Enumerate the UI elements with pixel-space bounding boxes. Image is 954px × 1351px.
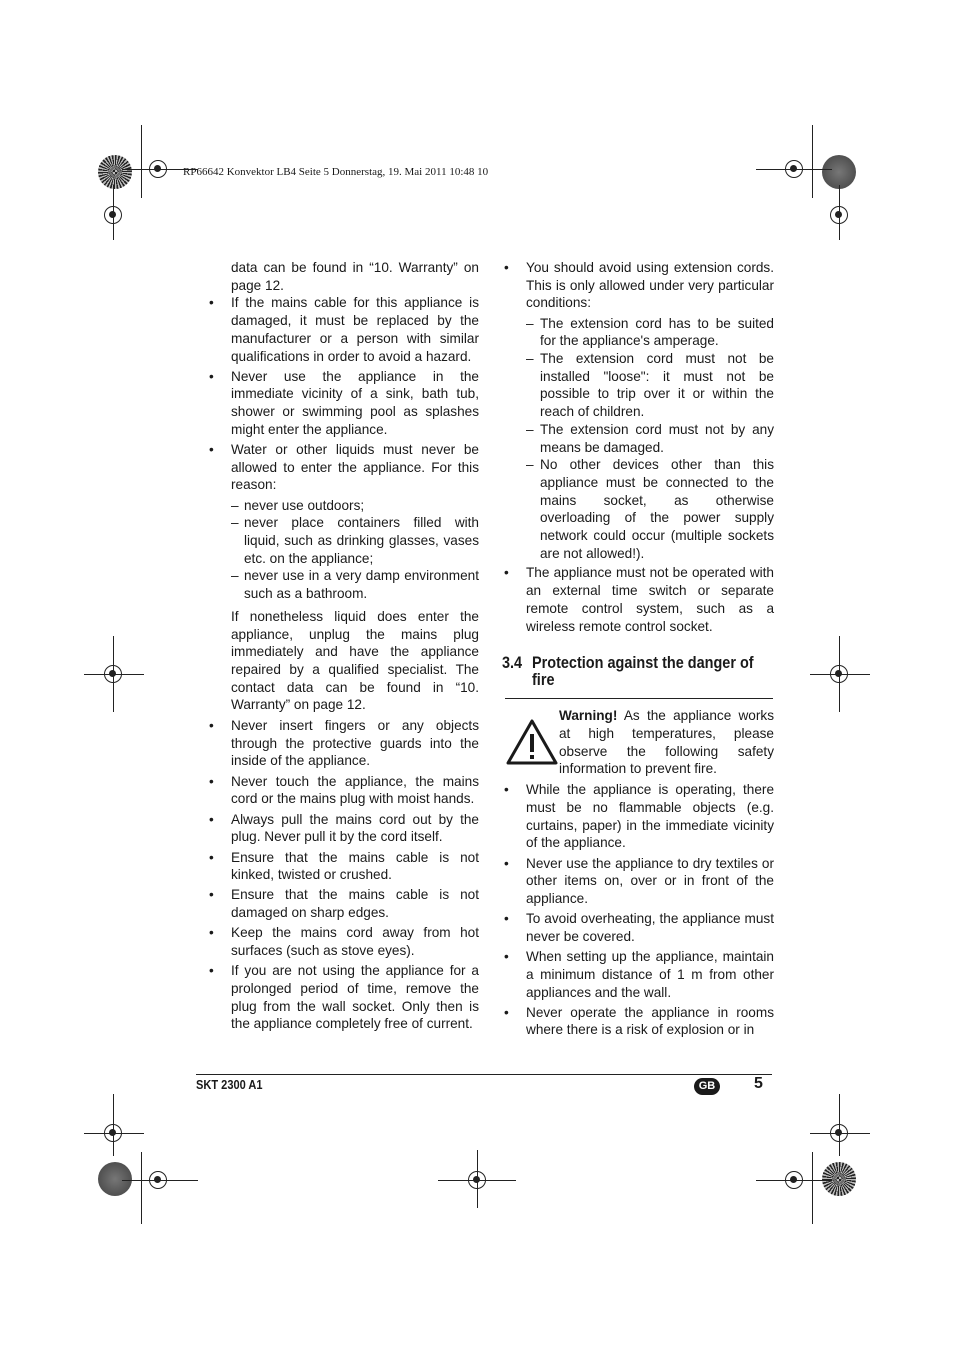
crop-line	[113, 185, 114, 240]
heading-rule	[505, 698, 773, 699]
list-item: • Never use the appliance to dry textiles or other items on, over or in front of the appliance.	[502, 855, 774, 908]
crop-line	[141, 125, 142, 198]
list-item: • Never insert fingers or any objects through the protective guards into the inside of the appliance.	[207, 717, 479, 770]
sub-list-item: – never use in a very damp environment such as a bathroom.	[207, 567, 479, 602]
language-badge: GB	[694, 1078, 720, 1095]
sub-list-item: – The extension cord must not be installed "loose": it must not be possible to trip over it or within the reach of children.	[502, 350, 774, 421]
list-item: • Never touch the appliance, the mains cord or the mains plug with moist hands.	[207, 773, 479, 808]
warning-box	[502, 707, 774, 779]
crop-line	[812, 125, 813, 198]
model-number: SKT 2300 A1	[196, 1077, 263, 1092]
list-item: • If you are not using the appliance for a prolonged period of time, remove the plug from the wall socket. Only then is the appliance completely free of current.	[207, 962, 479, 1033]
crop-line	[839, 1094, 840, 1156]
list-item: • To avoid overheating, the appliance must never be covered.	[502, 910, 774, 945]
continuation-text: data can be found in “10. Warranty” on page 12.	[231, 260, 479, 293]
paragraph: If nonetheless liquid does enter the appliance, unplug the mains plug immediately and have the appliance repaired by a qualified specialist. The contact data can be found in “10. Warranty” on page 12.	[231, 608, 479, 713]
warning-triangle-icon	[506, 719, 558, 765]
crop-line	[756, 1180, 832, 1181]
section-heading	[502, 654, 774, 688]
crop-line	[84, 674, 144, 675]
crop-line	[756, 169, 832, 170]
list-item: • When setting up the appliance, maintain a minimum distance of 1 m from other appliances and the wall.	[502, 948, 774, 1001]
crop-line	[113, 1094, 114, 1156]
registration-disc-top-right	[822, 155, 856, 189]
list-item: • If the mains cable for this appliance is damaged, it must be replaced by the manufacturer or a person with similar qualifications in order to avoid a hazard.	[207, 294, 479, 365]
sub-list-item: – The extension cord must not by any means be damaged.	[502, 421, 774, 456]
sub-list-item: – No other devices other than this appliance must be connected to the mains socket, as otherwise overloading of the power supply network could occur (multiple sockets are not allowed!).	[502, 456, 774, 562]
warning-text: Warning! As the appliance works at high temperatures, please observe the following safety information to prevent fire.	[559, 708, 774, 777]
footer-rule	[196, 1074, 772, 1075]
right-column	[502, 259, 774, 1042]
crop-line	[122, 1180, 198, 1181]
section-title: Protection against the danger of fire	[532, 653, 754, 690]
crop-line	[84, 1133, 144, 1134]
list-item: • Keep the mains cord away from hot surfaces (such as stove eyes).	[207, 924, 479, 959]
registration-disc-top-left	[98, 155, 132, 189]
list-item: • Ensure that the mains cable is not damaged on sharp edges.	[207, 886, 479, 921]
list-item: • Ensure that the mains cable is not kinked, twisted or crushed.	[207, 849, 479, 884]
sub-list-item: – The extension cord has to be suited for the appliance's amperage.	[502, 315, 774, 350]
list-item: • While the appliance is operating, there must be no flammable objects (e.g. curtains, paper) in the immediate vicinity of the appliance.	[502, 781, 774, 852]
list-item: • Never operate the appliance in rooms where there is a risk of explosion or in	[502, 1004, 774, 1039]
print-slug: RP66642 Konvektor LB4 Seite 5 Donnerstag, 19. Mai 2011 10:48 10	[183, 166, 489, 178]
section-number: 3.4	[502, 653, 523, 673]
crop-line	[810, 1133, 870, 1134]
registration-disc-bottom-left	[98, 1162, 132, 1196]
list-item: • You should avoid using extension cords. This is only allowed under very particular conditions:	[502, 259, 774, 312]
list-item: • Water or other liquids must never be allowed to enter the appliance. For this reason:	[207, 441, 479, 494]
crop-line	[438, 1180, 516, 1181]
crop-line	[812, 1152, 813, 1224]
sub-list-item: – never place containers filled with liquid, such as drinking glasses, vases etc. on the appliance;	[207, 514, 479, 567]
warning-label: Warning!	[559, 708, 618, 724]
sub-list-item: – never use outdoors;	[207, 497, 479, 515]
list-item: • The appliance must not be operated with an external time switch or separate remote control system, such as a wireless remote control socket.	[502, 564, 774, 635]
crop-line	[141, 1152, 142, 1224]
crop-line	[477, 1150, 478, 1208]
list-item: • Never use the appliance in the immediate vicinity of a sink, bath tub, shower or swimming pool as splashes might enter the appliance.	[207, 368, 479, 439]
left-column	[207, 259, 479, 1036]
list-item: • Always pull the mains cord out by the plug. Never pull it by the cord itself.	[207, 811, 479, 846]
crop-line	[810, 674, 870, 675]
registration-disc-bottom-right	[822, 1162, 856, 1196]
crop-line	[839, 185, 840, 240]
page-number: 5	[754, 1075, 763, 1092]
